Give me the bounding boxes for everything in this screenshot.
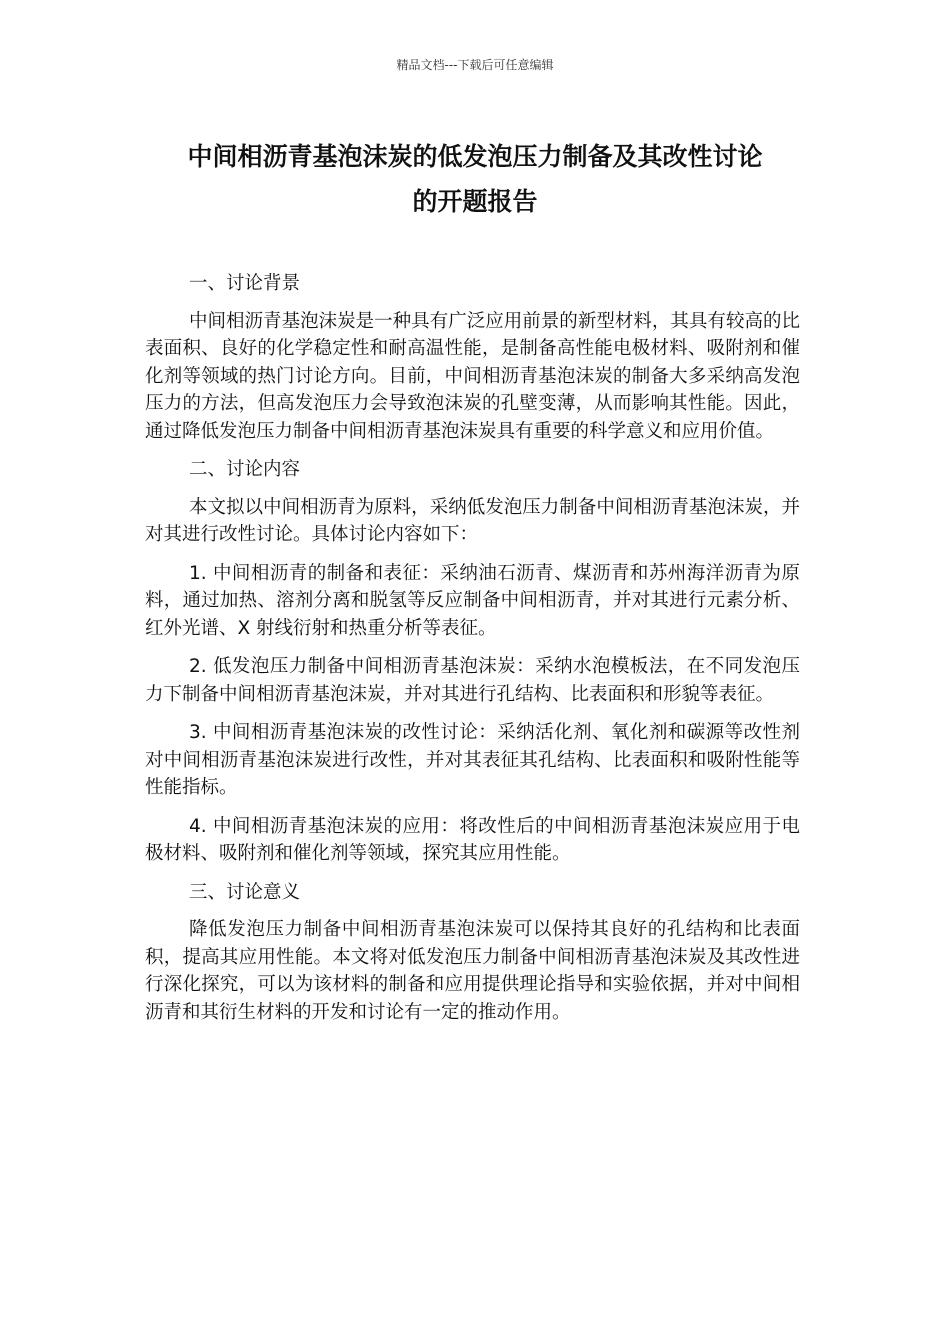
content-item-3: 3. 中间相沥青基泡沫炭的改性讨论：采纳活化剂、氧化剂和碳源等改性剂对中间相沥青基泡沫炭进行改性，并对其表征其孔结构、比表面积和吸附性能等性能指标。 <box>145 722 800 798</box>
document-body <box>145 270 800 1037</box>
content-item-4: 4. 中间相沥青基泡沫炭的应用：将改性后的中间相沥青基泡沫炭应用于电极材料、吸附剂和催化剂等领域，探究其应用性能。 <box>145 815 800 864</box>
section-heading-background: 一、讨论背景 <box>189 273 301 294</box>
title-line-2: 的开题报告 <box>412 187 538 216</box>
significance-paragraph: 降低发泡压力制备中间相沥青基泡沫炭可以保持其良好的孔结构和比表面积，提高其应用性能。本文将对低发泡压力制备中间相沥青基泡沫炭及其改性进行深化探究，可以为该材料的制备和应用提供理论指导和实验依据，并对中间相沥青和其衍生材料的开发和讨论有一定的推动作用。 <box>145 919 800 1023</box>
content-item-2: 2. 低发泡压力制备中间相沥青基泡沫炭：采纳水泡模板法，在不同发泡压力下制备中间相沥青基泡沫炭，并对其进行孔结构、比表面积和形貌等表征。 <box>145 656 800 705</box>
section-heading-content: 二、讨论内容 <box>189 459 301 480</box>
section-heading-significance: 三、讨论意义 <box>189 881 301 903</box>
document-title <box>130 134 820 224</box>
header-note: 精品文档---下载后可任意编辑 <box>396 58 554 72</box>
content-item-1: 1. 中间相沥青的制备和表征：采纳油石沥青、煤沥青和苏州海洋沥青为原料，通过加热、溶剂分离和脱氢等反应制备中间相沥青，并对其进行元素分析、红外光谱、X 射线衍射和热重分析等表征。 <box>145 562 800 639</box>
content-intro-paragraph: 本文拟以中间相沥青为原料，采纳低发泡压力制备中间相沥青基泡沫炭，并对其进行改性讨论。具体讨论内容如下： <box>145 496 800 545</box>
title-line-1: 中间相沥青基泡沫炭的低发泡压力制备及其改性讨论 <box>187 142 763 171</box>
background-paragraph: 中间相沥青基泡沫炭是一种具有广泛应用前景的新型材料，其具有较高的比表面积、良好的化学稳定性和耐高温性能，是制备高性能电极材料、吸附剂和催化剂等领域的热门讨论方向。目前，中间相沥青基泡沫炭的制备大多采纳高发泡压力的方法，但高发泡压力会导致泡沫炭的孔壁变薄，从而影响其性能。因此，通过降低发泡压力制备中间相沥青基泡沫炭具有重要的科学意义和应用价值。 <box>145 310 800 442</box>
